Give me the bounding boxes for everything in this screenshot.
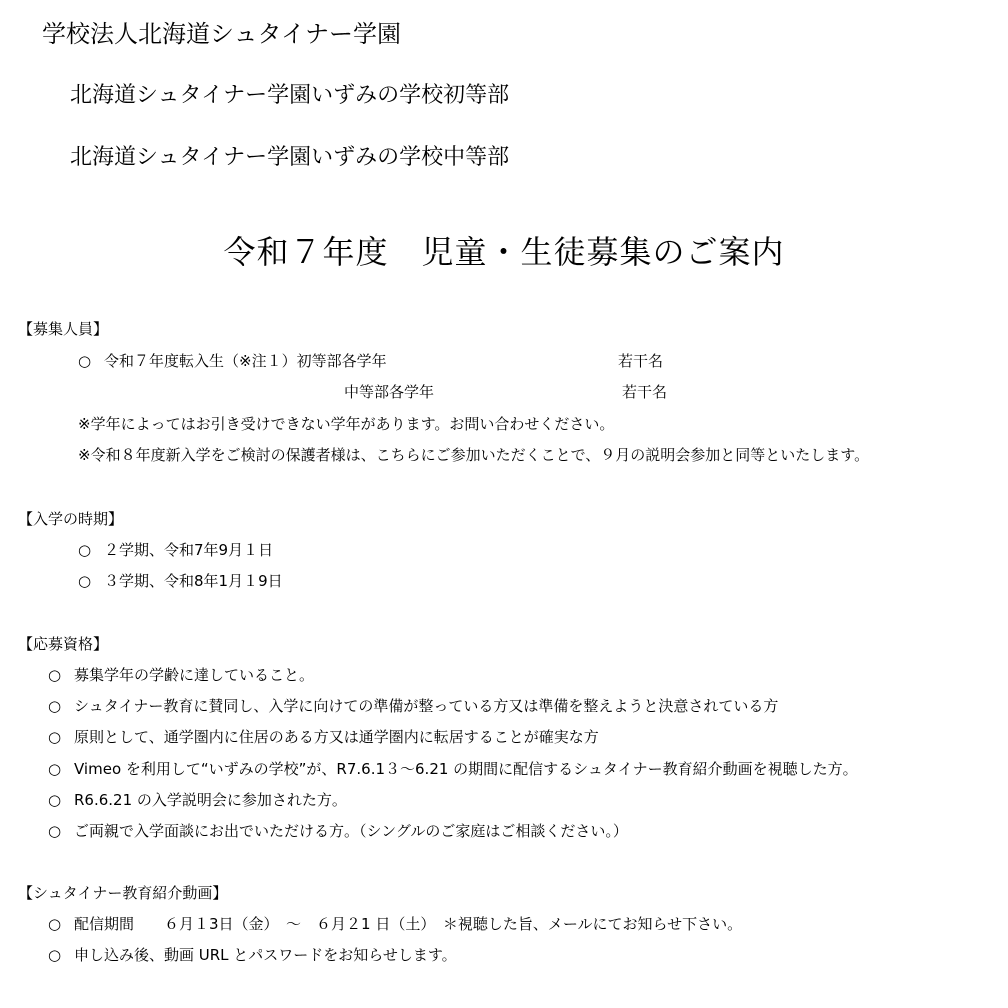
eligibility-item bbox=[48, 824, 628, 839]
eligibility-item bbox=[48, 762, 858, 777]
bullet-icon: ○ bbox=[48, 760, 62, 778]
eligibility-item bbox=[48, 699, 778, 714]
eligibility-item bbox=[48, 730, 599, 745]
video-item bbox=[48, 917, 742, 932]
bullet-icon: ○ bbox=[78, 572, 92, 590]
eligibility-heading: 【応募資格】 bbox=[18, 635, 109, 653]
admission-timing-item bbox=[78, 574, 283, 589]
recruitment-note-2: ※令和８年度新入学をご検討の保護者様は、こちらにご参加いただくことで、９月の説明会参加と同等といたします。 bbox=[78, 446, 870, 464]
school-name-middle: 北海道シュタイナー学園いずみの学校中等部 bbox=[70, 145, 510, 170]
eligibility-item-text: ご両親で入学面談にお出でいただける方。（シングルのご家庭はご相談ください。） bbox=[74, 822, 628, 840]
eligibility-item-text: シュタイナー教育に賛同し、入学に向けての準備が整っている方又は準備を整えようと決意されている方 bbox=[74, 697, 779, 715]
admission-timing-item-text: ２学期、令和7年9月１日 bbox=[104, 541, 274, 559]
recruitment-heading: 【募集人員】 bbox=[18, 320, 109, 338]
eligibility-item-text: R6.6.21 の入学説明会に参加された方。 bbox=[74, 791, 347, 809]
eligibility-item-text: Vimeo を利用して“いずみの学校”が、R7.6.1３～6.21 の期間に配信するシュタイナー教育紹介動画を視聴した方。 bbox=[74, 760, 858, 778]
admission-timing-item bbox=[78, 543, 273, 558]
eligibility-item-text: 募集学年の学齢に達していること。 bbox=[74, 666, 315, 684]
video-item-text: 申し込み後、動画 URL とパスワードをお知らせします。 bbox=[74, 946, 457, 964]
bullet-icon: ○ bbox=[48, 791, 62, 809]
recruitment-row-elementary-text: 令和７年度転入生（※注１）初等部各学年 bbox=[104, 352, 387, 370]
video-heading: 【シュタイナー教育紹介動画】 bbox=[18, 884, 228, 902]
organization-name: 学校法人北海道シュタイナー学園 bbox=[42, 20, 402, 48]
bullet-icon: ○ bbox=[48, 915, 62, 933]
school-name-elementary: 北海道シュタイナー学園いずみの学校初等部 bbox=[70, 83, 510, 108]
eligibility-item bbox=[48, 668, 314, 683]
bullet-icon: ○ bbox=[78, 352, 92, 370]
bullet-icon: ○ bbox=[48, 946, 62, 964]
bullet-icon: ○ bbox=[48, 822, 62, 840]
eligibility-item bbox=[48, 793, 347, 808]
bullet-icon: ○ bbox=[78, 541, 92, 559]
video-item-text: 配信期間 ６月１3日（金） ～ ６月２1 日（土） ＊視聴した旨、メールにてお知らせ下さい。 bbox=[74, 915, 743, 933]
eligibility-item-text: 原則として、通学圏内に住居のある方又は通学圏内に転居することが確実な方 bbox=[74, 728, 599, 746]
recruitment-row-elementary bbox=[78, 354, 387, 369]
recruitment-row-middle-text: 中等部各学年 bbox=[344, 383, 435, 401]
admission-timing-item-text: ３学期、令和8年1月１9日 bbox=[104, 572, 283, 590]
recruitment-note-1: ※学年によってはお引き受けできない学年があります。お問い合わせください。 bbox=[78, 415, 615, 433]
page-title: 令和７年度 児童・生徒募集のご案内 bbox=[223, 233, 785, 271]
recruitment-row-elementary-count: 若干名 bbox=[618, 352, 664, 370]
admission-timing-heading: 【入学の時期】 bbox=[18, 510, 124, 528]
bullet-icon: ○ bbox=[48, 728, 62, 746]
bullet-icon: ○ bbox=[48, 697, 62, 715]
video-item bbox=[48, 948, 457, 963]
bullet-icon: ○ bbox=[48, 666, 62, 684]
recruitment-row-middle-count: 若干名 bbox=[622, 383, 668, 401]
